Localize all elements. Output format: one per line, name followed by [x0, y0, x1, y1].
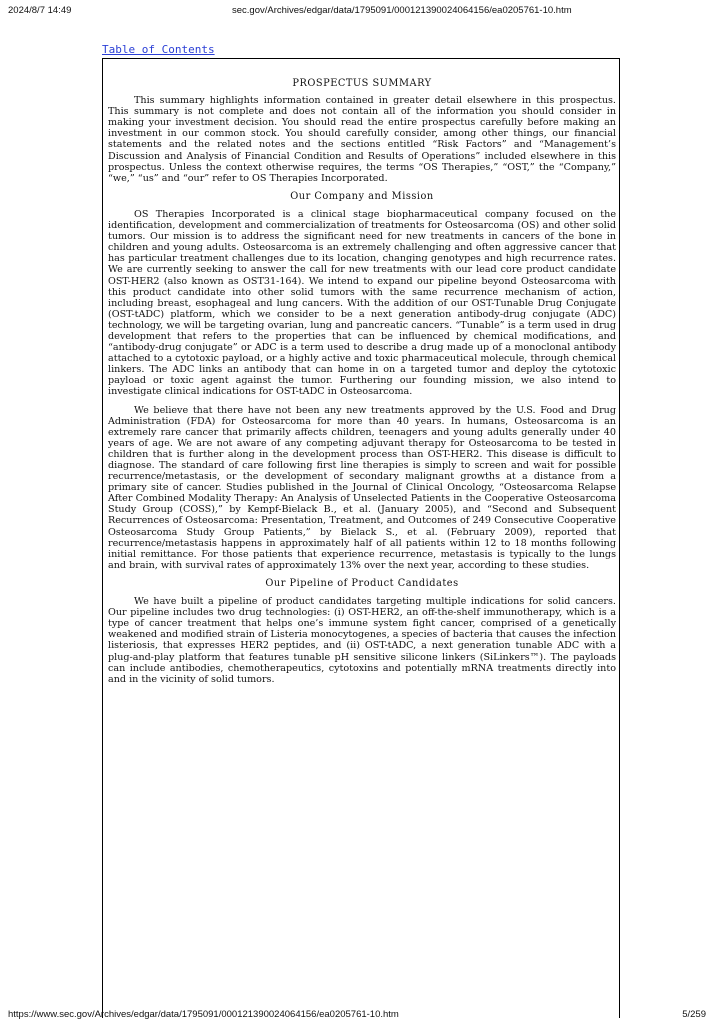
document-body	[108, 78, 616, 692]
table-of-contents-link[interactable]: Table of Contents	[102, 43, 215, 56]
section-heading-pipeline: Our Pipeline of Product Candidates	[265, 577, 459, 589]
print-footer	[0, 1007, 724, 1021]
pipeline-paragraph-1: We have built a pipeline of product candidates targeting multiple indications for solid cancers. Our pipeline includes two drug technologies: (i) OST-HER2, an off-the-shelf immunotherapy, which is a type of cancer treatment that helps one’s immune system fight cancer, comprised of a genetically weakened and modified strain of Listeria monocytogenes, a species of bacteria that causes the infection listeriosis, that expresses HER2 peptides, and (ii) OST-tADC, a next generation tunable ADC with a plug-and-play platform that features tunable pH sensitive silicone linkers (SiLinkers™). The payloads can include antibodies, chemotherapeutics, cytotoxins and potentially mRNA treatments directly into and in the vicinity of solid tumors.	[108, 596, 616, 685]
intro-paragraph: This summary highlights information contained in greater detail elsewhere in this prospectus. This summary is not complete and does not contain all of the information you should consider in making your investment decision. You should read the entire prospectus carefully before making an investment in our common stock. You should carefully consider, among other things, our financial statements and the related notes and the sections entitled “Risk Factors” and “Management’s Discussion and Analysis of Financial Condition and Results of Operations” included elsewhere in this prospectus. Unless the context otherwise requires, the terms “OS Therapies,” “OST,” the “Company,” “we,” “us” and “our” refer to OS Therapies Incorporated.	[108, 95, 616, 184]
print-header-url: sec.gov/Archives/edgar/data/1795091/000121390024064156/ea0205761-10.htm	[232, 5, 572, 16]
section-heading-company-mission: Our Company and Mission	[290, 190, 434, 202]
company-mission-paragraph-2: We believe that there have not been any new treatments approved by the U.S. Food and Drug Administration (FDA) for Osteosarcoma for more than 40 years. In humans, Osteosarcoma is an extremely rare cancer that primarily affects children, teenagers and young adults generally under 40 years of age. We are not aware of any competing adjuvant therapy for Osteosarcoma to be tested in children that is further along in the development process than OST-HER2. This disease is difficult to diagnose. The standard of care following first line therapies is simply to screen and wait for possible recurrence/metastasis, or the development of secondary malignant growths at a distance from a primary site of cancer. Studies published in the Journal of Clinical Oncology, “Osteosarcoma Relapse After Combined Modality Therapy: An Analysis of Unselected Patients in the Cooperative Osteosarcoma Study Group (COSS),” by Kempf-Bielack B., et al. (January 2005), and “Second and Subsequent Recurrences of Osteosarcoma: Presentation, Treatment, and Outcomes of 249 Consecutive Cooperative Osteosarcoma Study Group Patients,” by Bielack S., et al. (February 2009), reported that recurrence/metastasis happens in approximately half of all patients within 12 to 18 months following initial remittance. For those patients that experience recurrence, metastasis is typically to the lungs and brain, with survival rates of approximately 13% over the next year, according to these studies.	[108, 404, 616, 571]
company-mission-paragraph-1: OS Therapies Incorporated is a clinical stage biopharmaceutical company focused on the identification, development and commercialization of treatments for Osteosarcoma (OS) and other solid tumors. Our mission is to address the significant need for new treatments in cancers of the bone in children and young adults. Osteosarcoma is an extremely challenging and often aggressive cancer that has particular treatment challenges due to its location, changing genotypes and high recurrence rates. We are currently seeking to answer the call for new treatments with our lead core product candidate OST-HER2 (also known as OST31-164). We intend to expand our pipeline beyond Osteosarcoma with this product candidate into other solid tumors with the same recurrence mechanism of action, including breast, esophageal and lung cancers. With the addition of our OST-Tunable Drug Conjugate (OST-tADC) platform, which we consider to be a next generation antibody-drug conjugate (ADC) technology, we will be targeting ovarian, lung and pancreatic cancers. “Tunable” is a term used in drug development that refers to the properties that can be influenced by chemical modifications, and “antibody-drug conjugate” or ADC is a term used to describe a drug made up of a monoclonal antibody attached to a cytotoxic payload, or a highly active and toxic pharmaceutical molecule, through chemical linkers. The ADC links an antibody that can home in on a targeted tumor and deploy the cytotoxic payload or toxic agent against the tumor. Furthering our founding mission, we also intend to investigate clinical indications for OST-tADC in Osteosarcoma.	[108, 208, 616, 398]
print-timestamp: 2024/8/7 14:49	[8, 5, 72, 16]
print-footer-url: https://www.sec.gov/Archives/edgar/data/1795091/000121390024064156/ea0205761-10.htm	[8, 1009, 399, 1020]
print-header	[0, 3, 724, 17]
page-title: PROSPECTUS SUMMARY	[292, 78, 432, 89]
page-counter: 5/259	[682, 1009, 706, 1020]
